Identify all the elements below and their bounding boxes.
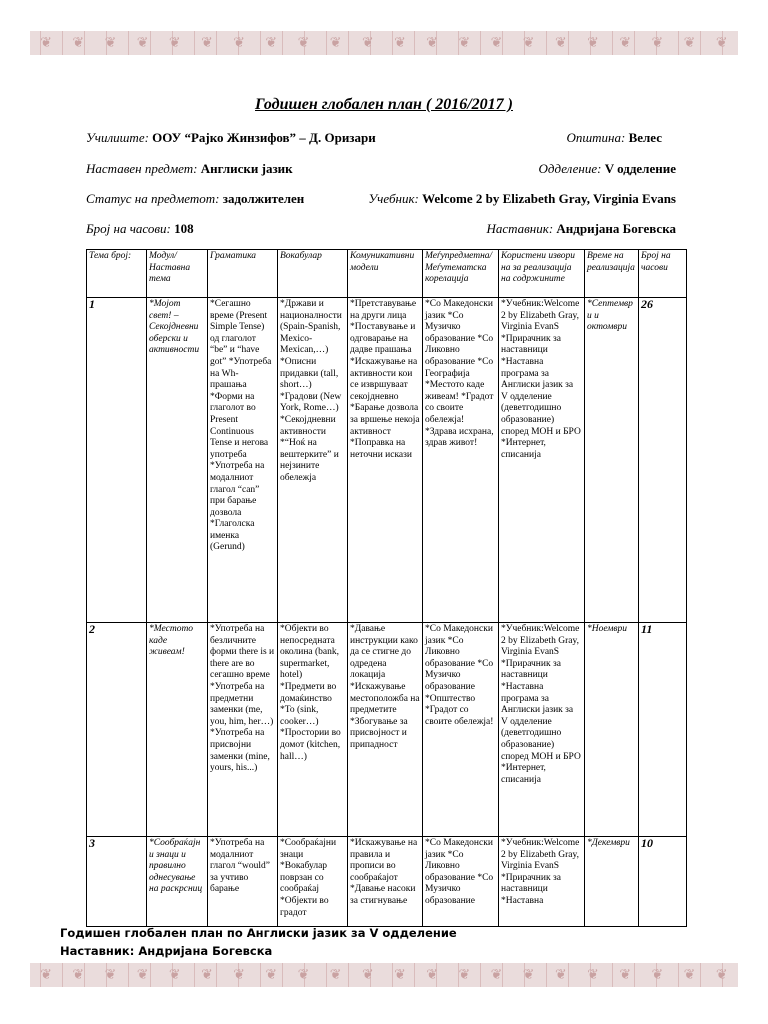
- module-cell: *Местото каде живеам!: [147, 623, 208, 837]
- school-label: Училиште:: [86, 130, 149, 145]
- decorative-border-top: ❦ ❦ ❦ ❦ ❦ ❦ ❦ ❦ ❦ ❦ ❦ ❦ ❦ ❦ ❦ ❦ ❦ ❦ ❦ ❦ ❦ ❦: [30, 31, 738, 55]
- theme-number-cell: 3: [87, 837, 147, 927]
- module-cell: *Мојот свет! – Секојдневни оберски и активности: [147, 298, 208, 623]
- column-header: Комуникативни модели: [348, 250, 423, 298]
- status-label: Статус на предметот:: [86, 191, 220, 206]
- correlation-cell: *Со Македонски јазик *Со Ликовно образование *Со Музичко образование *Општество *Градот со своите обележја!: [423, 623, 499, 837]
- plan-table: [86, 249, 687, 927]
- column-header: Граматика: [208, 250, 278, 298]
- communication-cell: *Искажување на правила и прописи во сообраќајот *Давање насоки за стигнување: [348, 837, 423, 927]
- column-header: Тема број:: [87, 250, 147, 298]
- textbook-field: [368, 191, 676, 207]
- column-header: Користени извори на за реализација на содржините: [499, 250, 585, 298]
- municipality-field: [566, 130, 662, 146]
- teacher-value: Андријана Богевска: [556, 221, 676, 236]
- hours-cell: 11: [639, 623, 687, 837]
- hours-value: 108: [174, 221, 194, 236]
- column-header: Време на реализација: [585, 250, 639, 298]
- hours-cell: 10: [639, 837, 687, 927]
- vocabulary-cell: *Држави и националности (Spain-Spanish, Mexico-Mexican,…) *Описни придавки (tall, short…) *Градови (New York, Rome…) *Секојдневни активности *“Ноќ на вештерките” и нејзините обележја: [278, 298, 348, 623]
- footer-teacher: Наставник: Андријана Богевска: [60, 944, 273, 958]
- textbook-value: Welcome 2 by Elizabeth Gray, Virginia Evans: [422, 191, 676, 206]
- hours-field: [86, 221, 194, 237]
- textbook-label: Учебник:: [368, 191, 419, 206]
- page-title: Годишен глобален план ( 2016/2017 ): [255, 96, 513, 113]
- theme-number-cell: 2: [87, 623, 147, 837]
- column-header: Број на часови: [639, 250, 687, 298]
- theme-number-cell: 1: [87, 298, 147, 623]
- status-field: [86, 191, 304, 207]
- grammar-cell: *Употреба на безличните форми there is и there are во сегашно време *Употреба на предметни заменки (me, you, him, her…) *Употреба на присвојни заменки (mine, yours, his...): [208, 623, 278, 837]
- module-cell: *Сообраќајни знаци и правилно однесување на раскрсниц: [147, 837, 208, 927]
- footer-title: Годишен глобален план по Англиски јазик за V одделение: [60, 926, 457, 940]
- correlation-cell: *Со Македонски јазик *Со Ликовно образование *Со Музичко образование: [423, 837, 499, 927]
- school-value: ООУ “Рајко Жинзифов” – Д. Оризари: [152, 130, 376, 145]
- sources-cell: *Учебник:Welcome 2 by Elizabeth Gray, Virginia EvanS *Прирачник за наставници *Наставна програма за Англиски јазик за V одделение (деветгодишно образование) според МОН и БРО *Интернет, списанија: [499, 298, 585, 623]
- column-header: Меѓупредметна/ Меѓутематска корелација: [423, 250, 499, 298]
- teacher-label: Наставник:: [486, 221, 554, 236]
- class-value: V одделение: [604, 161, 676, 176]
- table-row: [87, 623, 687, 837]
- correlation-cell: *Со Македонски јазик *Со Музичко образование *Со Ликовно образование *Со Географија *Местото каде живеам! *Градот со своите обележја! *Здрава исхрана, здрав живот!: [423, 298, 499, 623]
- column-header: Модул/Наставна тема: [147, 250, 208, 298]
- municipality-label: Општина:: [566, 130, 626, 145]
- status-value: задолжителен: [222, 191, 305, 206]
- time-cell: *Ноември: [585, 623, 639, 837]
- grammar-cell: *Сегашно време (Present Simple Tense) од глаголот “be” и “have got” *Употреба на Wh-прашања *Форми на глаголот во Present Continuous Tense и негова употреба *Употреба на модалниот глагол “can” при барање дозвола *Глаголска именка (Gerund): [208, 298, 278, 623]
- grammar-cell: *Употреба на модалниот глагол “would” за учтиво барање: [208, 837, 278, 927]
- teacher-field: [486, 221, 676, 237]
- hours-label: Број на часови:: [86, 221, 171, 236]
- table-row: [87, 298, 687, 623]
- column-header: Вокабулар: [278, 250, 348, 298]
- time-cell: *Септември и октомври: [585, 298, 639, 623]
- vocabulary-cell: *Објекти во непосредната околина (bank, supermarket, hotel) *Предмети во домаќинство *To (sink, cooker…) *Простории во домот (kitchen, hall…): [278, 623, 348, 837]
- time-cell: *Декември: [585, 837, 639, 927]
- sources-cell: *Учебник:Welcome 2 by Elizabeth Gray, Virginia EvanS *Прирачник за наставници *Наставна: [499, 837, 585, 927]
- communication-cell: *Претставување на други лица *Поставување и одговарање на дадве прашања *Искажување на активности кои се извршуваат секојдневно *Барање дозвола за вршење некоја активност *Поправка на неточни искази: [348, 298, 423, 623]
- subject-value: Англиски јазик: [200, 161, 293, 176]
- vocabulary-cell: *Сообраќајни знаци *Вокабулар поврзан со сообраќај *Објекти во градот: [278, 837, 348, 927]
- class-label: Одделение:: [538, 161, 602, 176]
- decorative-border-bottom: ❦ ❦ ❦ ❦ ❦ ❦ ❦ ❦ ❦ ❦ ❦ ❦ ❦ ❦ ❦ ❦ ❦ ❦ ❦ ❦ ❦ ❦: [30, 963, 738, 987]
- sources-cell: *Учебник:Welcome 2 by Elizabeth Gray, Virginia EvanS *Прирачник за наставници *Наставна програма за Англиски јазик за V одделение (деветгодишно образование) според МОН и БРО *Интернет, списанија: [499, 623, 585, 837]
- subject-label: Наставен предмет:: [86, 161, 198, 176]
- table-header-row: [87, 250, 687, 298]
- table-row: [87, 837, 687, 927]
- hours-cell: 26: [639, 298, 687, 623]
- school-field: [86, 130, 376, 146]
- subject-field: [86, 161, 293, 177]
- class-field: [539, 161, 676, 177]
- communication-cell: *Давање инструкции како да се стигне до одредена локација *Искажување местоположба на предметите *Збогување за присвојност и припадност: [348, 623, 423, 837]
- municipality-value: Велес: [628, 130, 662, 145]
